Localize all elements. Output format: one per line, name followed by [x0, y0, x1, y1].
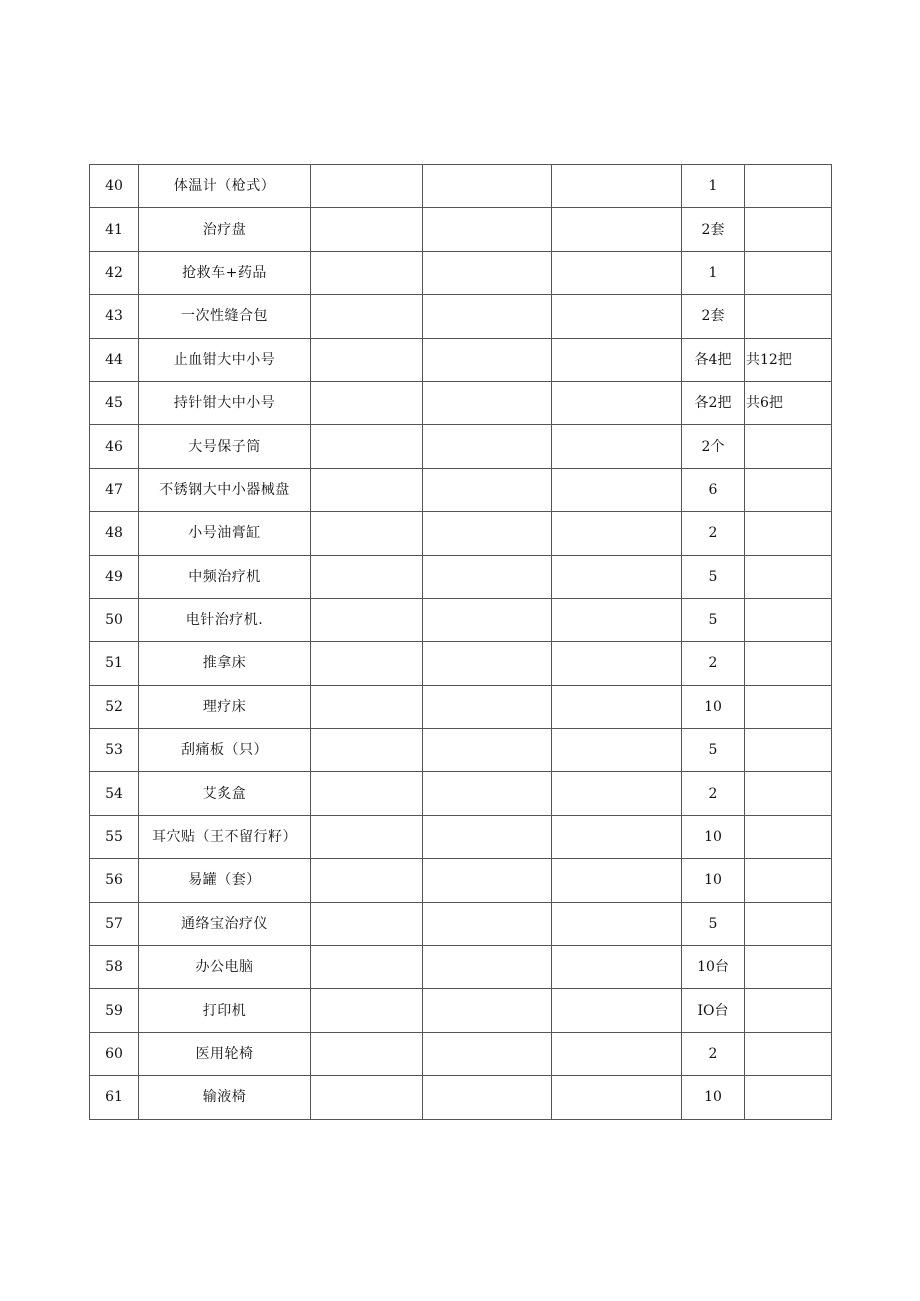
spec-cell: [311, 251, 423, 294]
item-name-cell: 刮痛板（只）: [139, 729, 311, 772]
note-cell: [745, 208, 832, 251]
unit-cell: [552, 338, 682, 381]
item-number-cell: 42: [90, 251, 139, 294]
model-cell: [423, 685, 552, 728]
item-number-cell: 46: [90, 425, 139, 468]
item-name-cell: 通络宝治疗仪: [139, 902, 311, 945]
note-cell: [745, 425, 832, 468]
item-name-cell: 治疗盘: [139, 208, 311, 251]
quantity-cell: 10: [682, 815, 745, 858]
spec-cell: [311, 295, 423, 338]
unit-cell: [552, 598, 682, 641]
note-cell: [745, 598, 832, 641]
table-row: [90, 902, 832, 945]
note-cell: [745, 251, 832, 294]
item-number-cell: 55: [90, 815, 139, 858]
unit-cell: [552, 772, 682, 815]
note-cell: [745, 165, 832, 208]
model-cell: [423, 512, 552, 555]
unit-cell: [552, 729, 682, 772]
quantity-cell: 6: [682, 468, 745, 511]
note-cell: [745, 512, 832, 555]
spec-cell: [311, 859, 423, 902]
table-row: [90, 815, 832, 858]
item-name-cell: 不锈钢大中小器械盘: [139, 468, 311, 511]
table-row: [90, 512, 832, 555]
model-cell: [423, 859, 552, 902]
spec-cell: [311, 381, 423, 424]
item-name-cell: 医用轮椅: [139, 1032, 311, 1075]
note-cell: [745, 902, 832, 945]
item-name-cell: 体温计（枪式）: [139, 165, 311, 208]
note-cell: [745, 468, 832, 511]
item-name-cell: 抢救车+药品: [139, 251, 311, 294]
item-name-cell: 易罐（套）: [139, 859, 311, 902]
quantity-cell: 5: [682, 729, 745, 772]
spec-cell: [311, 815, 423, 858]
item-name-cell: 中频治疗机: [139, 555, 311, 598]
table-row: [90, 946, 832, 989]
item-number-cell: 54: [90, 772, 139, 815]
item-name-cell: 办公电脑: [139, 946, 311, 989]
item-name-cell: 持针钳大中小号: [139, 381, 311, 424]
table-row: [90, 642, 832, 685]
note-cell: 共12把: [745, 338, 832, 381]
quantity-cell: 2个: [682, 425, 745, 468]
spec-cell: [311, 772, 423, 815]
item-name-cell: 艾炙盒: [139, 772, 311, 815]
model-cell: [423, 729, 552, 772]
note-cell: [745, 642, 832, 685]
item-number-cell: 61: [90, 1076, 139, 1119]
model-cell: [423, 338, 552, 381]
table-row: [90, 989, 832, 1032]
document-page: [89, 164, 831, 1120]
note-cell: [745, 555, 832, 598]
item-name-cell: 一次性缝合包: [139, 295, 311, 338]
spec-cell: [311, 946, 423, 989]
item-name-cell: 耳穴贴（王不留行籽）: [139, 815, 311, 858]
note-cell: [745, 1076, 832, 1119]
table-row: [90, 338, 832, 381]
unit-cell: [552, 859, 682, 902]
item-number-cell: 44: [90, 338, 139, 381]
model-cell: [423, 946, 552, 989]
equipment-table-body: [90, 165, 832, 1120]
spec-cell: [311, 208, 423, 251]
item-number-cell: 43: [90, 295, 139, 338]
item-name-cell: 大号保子筒: [139, 425, 311, 468]
spec-cell: [311, 1032, 423, 1075]
model-cell: [423, 381, 552, 424]
item-number-cell: 52: [90, 685, 139, 728]
item-name-cell: 输液椅: [139, 1076, 311, 1119]
table-row: [90, 729, 832, 772]
spec-cell: [311, 598, 423, 641]
table-row: [90, 251, 832, 294]
quantity-cell: 2: [682, 512, 745, 555]
item-number-cell: 47: [90, 468, 139, 511]
quantity-cell: 5: [682, 555, 745, 598]
unit-cell: [552, 946, 682, 989]
note-cell: [745, 815, 832, 858]
quantity-cell: 各2把: [682, 381, 745, 424]
unit-cell: [552, 555, 682, 598]
model-cell: [423, 251, 552, 294]
table-row: [90, 685, 832, 728]
table-row: [90, 295, 832, 338]
note-cell: [745, 989, 832, 1032]
quantity-cell: 2套: [682, 295, 745, 338]
spec-cell: [311, 165, 423, 208]
quantity-cell: 10: [682, 685, 745, 728]
item-number-cell: 40: [90, 165, 139, 208]
table-row: [90, 208, 832, 251]
quantity-cell: 2: [682, 772, 745, 815]
spec-cell: [311, 555, 423, 598]
quantity-cell: 2: [682, 1032, 745, 1075]
table-row: [90, 598, 832, 641]
unit-cell: [552, 251, 682, 294]
item-name-cell: 止血钳大中小号: [139, 338, 311, 381]
spec-cell: [311, 425, 423, 468]
model-cell: [423, 772, 552, 815]
table-row: [90, 1076, 832, 1119]
unit-cell: [552, 208, 682, 251]
item-name-cell: 理疗床: [139, 685, 311, 728]
quantity-cell: 10台: [682, 946, 745, 989]
model-cell: [423, 555, 552, 598]
unit-cell: [552, 815, 682, 858]
unit-cell: [552, 381, 682, 424]
spec-cell: [311, 1076, 423, 1119]
spec-cell: [311, 902, 423, 945]
model-cell: [423, 165, 552, 208]
unit-cell: [552, 512, 682, 555]
model-cell: [423, 598, 552, 641]
quantity-cell: 5: [682, 902, 745, 945]
model-cell: [423, 468, 552, 511]
note-cell: 共6把: [745, 381, 832, 424]
spec-cell: [311, 989, 423, 1032]
item-number-cell: 59: [90, 989, 139, 1032]
unit-cell: [552, 685, 682, 728]
unit-cell: [552, 1032, 682, 1075]
table-row: [90, 468, 832, 511]
item-number-cell: 45: [90, 381, 139, 424]
unit-cell: [552, 902, 682, 945]
item-number-cell: 51: [90, 642, 139, 685]
item-number-cell: 49: [90, 555, 139, 598]
table-row: [90, 425, 832, 468]
quantity-cell: IO台: [682, 989, 745, 1032]
quantity-cell: 1: [682, 251, 745, 294]
model-cell: [423, 902, 552, 945]
item-number-cell: 48: [90, 512, 139, 555]
quantity-cell: 10: [682, 859, 745, 902]
note-cell: [745, 685, 832, 728]
item-number-cell: 50: [90, 598, 139, 641]
item-name-cell: 电针治疗机.: [139, 598, 311, 641]
unit-cell: [552, 989, 682, 1032]
item-number-cell: 60: [90, 1032, 139, 1075]
quantity-cell: 10: [682, 1076, 745, 1119]
note-cell: [745, 729, 832, 772]
model-cell: [423, 1076, 552, 1119]
spec-cell: [311, 685, 423, 728]
note-cell: [745, 1032, 832, 1075]
model-cell: [423, 425, 552, 468]
model-cell: [423, 295, 552, 338]
spec-cell: [311, 468, 423, 511]
table-row: [90, 555, 832, 598]
quantity-cell: 2套: [682, 208, 745, 251]
item-name-cell: 打印机: [139, 989, 311, 1032]
table-row: [90, 772, 832, 815]
model-cell: [423, 208, 552, 251]
unit-cell: [552, 642, 682, 685]
unit-cell: [552, 295, 682, 338]
item-name-cell: 小号油膏缸: [139, 512, 311, 555]
item-number-cell: 41: [90, 208, 139, 251]
quantity-cell: 1: [682, 165, 745, 208]
model-cell: [423, 989, 552, 1032]
model-cell: [423, 642, 552, 685]
model-cell: [423, 1032, 552, 1075]
unit-cell: [552, 468, 682, 511]
note-cell: [745, 295, 832, 338]
equipment-table: [89, 164, 832, 1120]
table-row: [90, 1032, 832, 1075]
table-row: [90, 859, 832, 902]
item-number-cell: 57: [90, 902, 139, 945]
quantity-cell: 各4把: [682, 338, 745, 381]
unit-cell: [552, 425, 682, 468]
unit-cell: [552, 1076, 682, 1119]
model-cell: [423, 815, 552, 858]
item-number-cell: 56: [90, 859, 139, 902]
note-cell: [745, 946, 832, 989]
item-number-cell: 58: [90, 946, 139, 989]
item-number-cell: 53: [90, 729, 139, 772]
note-cell: [745, 859, 832, 902]
spec-cell: [311, 512, 423, 555]
table-row: [90, 165, 832, 208]
table-row: [90, 381, 832, 424]
note-cell: [745, 772, 832, 815]
unit-cell: [552, 165, 682, 208]
spec-cell: [311, 729, 423, 772]
spec-cell: [311, 338, 423, 381]
spec-cell: [311, 642, 423, 685]
item-name-cell: 推拿床: [139, 642, 311, 685]
quantity-cell: 5: [682, 598, 745, 641]
quantity-cell: 2: [682, 642, 745, 685]
